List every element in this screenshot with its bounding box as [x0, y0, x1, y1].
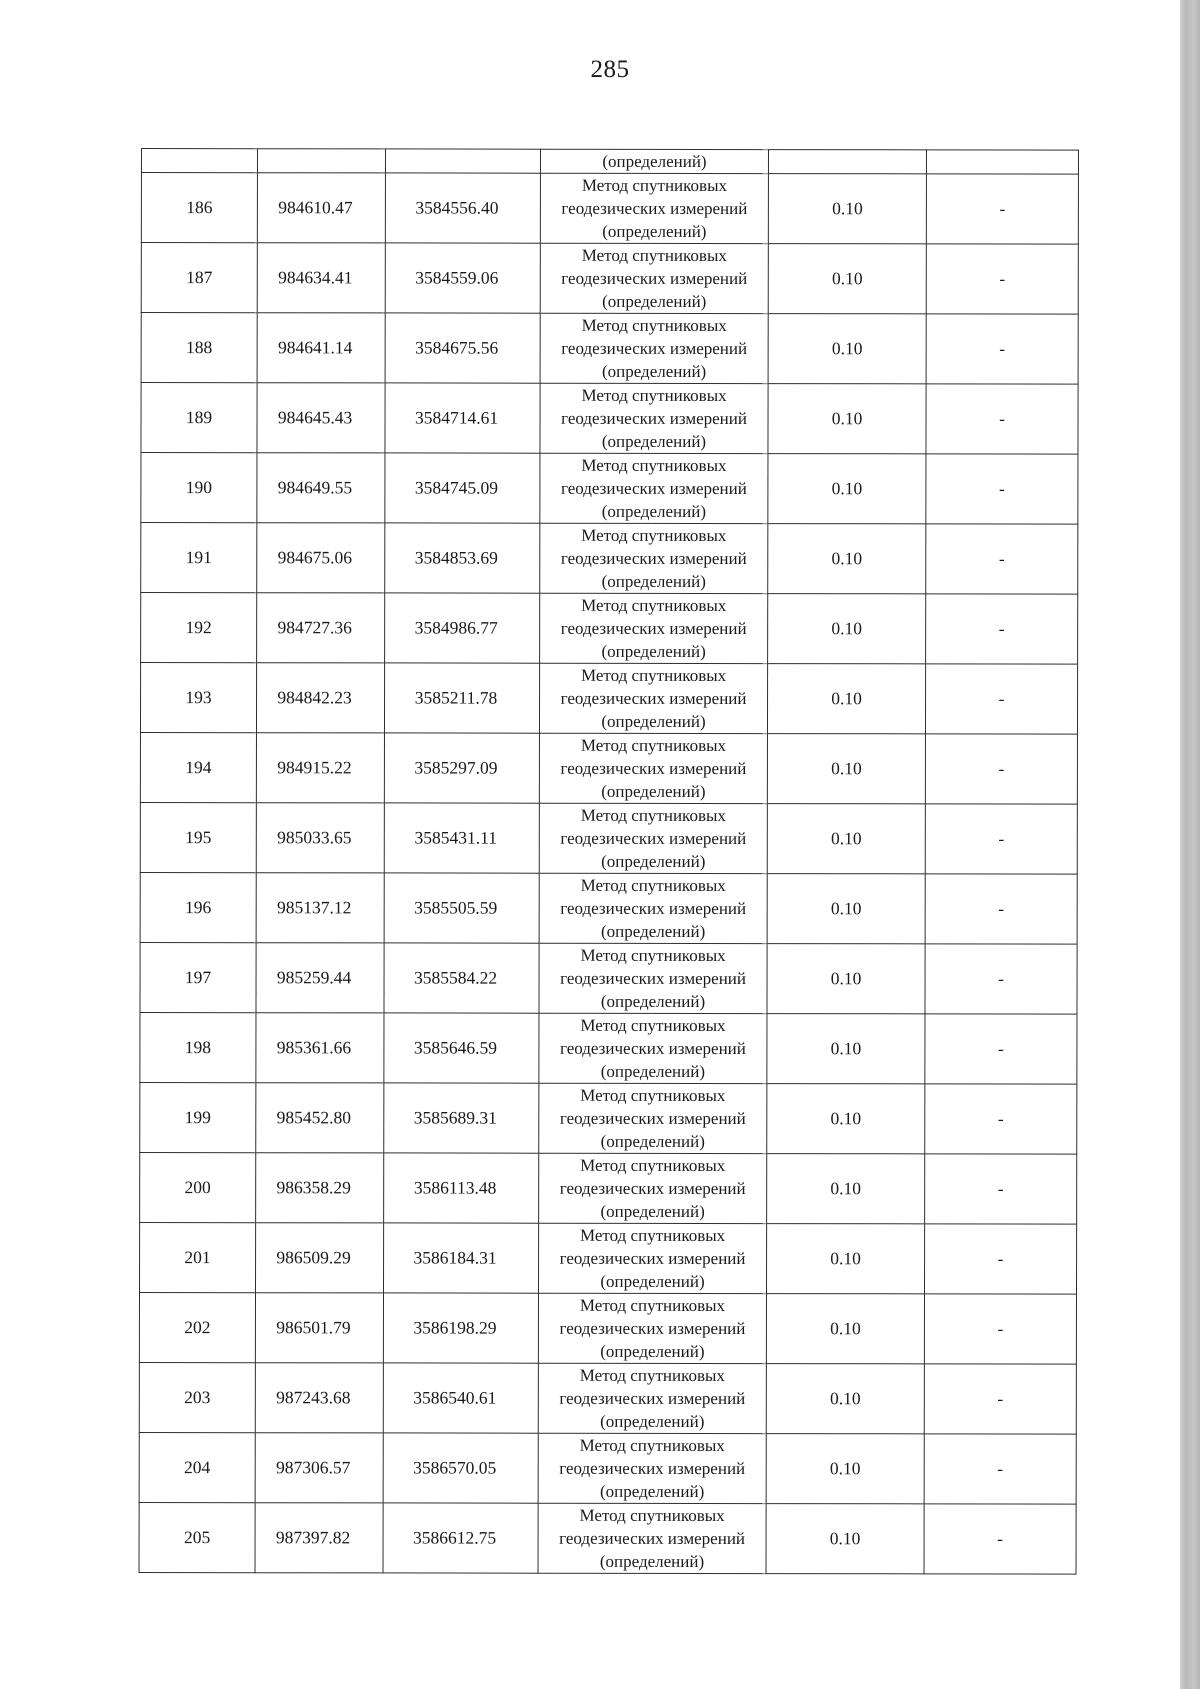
- accuracy-cell: 0.10: [767, 1224, 925, 1294]
- table-row: [139, 1292, 1076, 1364]
- coordinate-y-cell: 3584675.56: [385, 313, 540, 383]
- method-line: Метод спутниковых: [580, 1015, 726, 1036]
- point-number-cell: 203: [139, 1362, 255, 1432]
- method-line: геодезических измерений: [559, 1248, 746, 1269]
- table-row: [140, 1222, 1077, 1294]
- method-line: (определений): [601, 361, 707, 381]
- coordinate-y-cell: 3584986.77: [385, 593, 540, 663]
- table-row: [140, 733, 1077, 805]
- accuracy-cell: 0.10: [768, 454, 926, 524]
- extra-cell: -: [925, 804, 1077, 874]
- method-line: Метод спутниковых: [580, 805, 726, 826]
- accuracy-cell: 0.10: [766, 1294, 924, 1364]
- coordinate-x-cell: 984634.41: [257, 243, 385, 313]
- method-cell: [539, 733, 767, 803]
- coordinate-y-cell: 3585211.78: [384, 663, 539, 733]
- extra-cell: -: [925, 734, 1077, 804]
- table-row: [140, 1152, 1077, 1224]
- method-cell: [540, 523, 768, 593]
- continuation-row: [141, 149, 1078, 175]
- method-line: геодезических измерений: [560, 898, 747, 919]
- accuracy-cell: 0.10: [767, 1084, 925, 1154]
- cell-empty: [926, 150, 1078, 174]
- method-line: геодезических измерений: [559, 1038, 746, 1059]
- method-line: (определений): [601, 711, 706, 731]
- point-number-cell: 194: [140, 733, 256, 803]
- page-number: 285: [590, 56, 630, 83]
- coordinate-x-cell: 984610.47: [257, 173, 385, 243]
- method-line: (определений): [602, 291, 707, 311]
- accuracy-cell: 0.10: [768, 314, 926, 384]
- method-line: Метод спутниковых: [580, 665, 727, 686]
- point-number-cell: 202: [139, 1292, 255, 1362]
- method-line: геодезических измерений: [560, 968, 747, 989]
- point-number-cell: 189: [141, 383, 257, 453]
- point-number-cell: 187: [141, 243, 257, 313]
- coordinate-y-cell: 3585689.31: [384, 1083, 539, 1153]
- coordinate-x-cell: 984675.06: [257, 523, 385, 593]
- method-line: (определений): [600, 1131, 705, 1151]
- coordinate-y-cell: 3586198.29: [383, 1293, 538, 1363]
- table-row: [141, 593, 1078, 665]
- coordinate-y-cell: 3586184.31: [384, 1223, 539, 1293]
- table-row: [141, 453, 1078, 525]
- method-line: геодезических измерений: [561, 198, 748, 219]
- extra-cell: -: [924, 1504, 1076, 1574]
- method-cell: [539, 943, 767, 1013]
- extra-cell: -: [926, 524, 1078, 594]
- extra-cell: -: [926, 384, 1078, 454]
- point-number-cell: 192: [141, 593, 257, 663]
- accuracy-cell: 0.10: [767, 664, 925, 734]
- accuracy-cell: 0.10: [767, 1154, 925, 1224]
- coordinate-x-cell: 985259.44: [256, 943, 384, 1013]
- method-line: Метод спутниковых: [580, 735, 727, 756]
- table-row: [141, 243, 1078, 315]
- point-number-cell: 186: [141, 173, 257, 243]
- method-line: Метод спутниковых: [580, 875, 726, 896]
- table-row: [140, 872, 1077, 944]
- method-cell: [539, 873, 767, 943]
- method-line: (определений): [600, 1411, 705, 1431]
- method-cell: [538, 1503, 766, 1573]
- method-cell: [540, 593, 768, 663]
- method-line: геодезических измерений: [559, 1388, 746, 1409]
- method-line: (определений): [602, 221, 707, 241]
- extra-cell: -: [925, 664, 1077, 734]
- extra-cell: -: [925, 1014, 1077, 1084]
- method-cell: [539, 663, 767, 733]
- method-line: Метод спутниковых: [581, 245, 727, 266]
- method-cell: [539, 1153, 767, 1223]
- coordinates-table: [139, 148, 1079, 1575]
- method-line: Метод спутниковых: [579, 1365, 725, 1386]
- extra-cell: -: [924, 1294, 1076, 1364]
- coordinate-x-cell: 984842.23: [256, 663, 384, 733]
- coordinate-x-cell: 987243.68: [255, 1363, 383, 1433]
- accuracy-cell: 0.10: [767, 874, 925, 944]
- method-line: (определений): [600, 921, 706, 941]
- method-line: (определений): [601, 641, 706, 661]
- method-line: (определений): [599, 1551, 705, 1571]
- method-line: (определений): [601, 781, 706, 801]
- method-continuation-cell: (определений): [540, 149, 768, 173]
- extra-cell: -: [925, 944, 1077, 1014]
- method-line: (определений): [600, 991, 706, 1011]
- accuracy-cell: 0.10: [768, 594, 926, 664]
- coordinate-x-cell: 985361.66: [256, 1013, 384, 1083]
- table-row: [139, 1362, 1076, 1434]
- point-number-cell: 205: [139, 1502, 255, 1572]
- cell-empty: [141, 149, 257, 173]
- extra-cell: -: [926, 314, 1078, 384]
- table-row: [140, 802, 1077, 874]
- method-line: геодезических измерений: [560, 548, 747, 569]
- coordinate-y-cell: 3585297.09: [384, 733, 539, 803]
- table-row: [140, 1012, 1077, 1084]
- point-number-cell: 199: [140, 1082, 256, 1152]
- table-row: [141, 313, 1078, 385]
- coordinate-y-cell: 3585431.11: [384, 803, 539, 873]
- coordinate-y-cell: 3584556.40: [385, 173, 540, 243]
- method-line: Метод спутниковых: [579, 1435, 725, 1456]
- coordinate-x-cell: 985452.80: [256, 1083, 384, 1153]
- table-row: [141, 383, 1078, 455]
- method-line: геодезических измерений: [560, 828, 747, 849]
- coordinate-y-cell: 3584559.06: [385, 243, 540, 313]
- method-cell: [539, 1013, 767, 1083]
- coordinates-table-body: [139, 149, 1078, 1575]
- method-line: геодезических измерений: [561, 268, 748, 289]
- method-line: Метод спутниковых: [581, 525, 727, 546]
- point-number-cell: 204: [139, 1432, 255, 1502]
- coordinate-y-cell: 3584745.09: [385, 453, 540, 523]
- method-line: геодезических измерений: [561, 408, 747, 429]
- extra-cell: -: [925, 1154, 1077, 1224]
- point-number-cell: 193: [140, 663, 256, 733]
- extra-cell: -: [926, 174, 1078, 244]
- method-line: (определений): [600, 1201, 705, 1221]
- point-number-cell: 200: [140, 1152, 256, 1222]
- coordinate-y-cell: 3584714.61: [385, 383, 540, 453]
- table-row: [140, 942, 1077, 1014]
- accuracy-cell: 0.10: [767, 1014, 925, 1084]
- coordinate-x-cell: 984649.55: [257, 453, 385, 523]
- accuracy-cell: 0.10: [767, 804, 925, 874]
- coordinate-x-cell: 985033.65: [256, 803, 384, 873]
- extra-cell: -: [926, 594, 1078, 664]
- method-line: Метод спутниковых: [581, 315, 727, 336]
- accuracy-cell: 0.10: [768, 174, 926, 244]
- accuracy-cell: 0.10: [767, 734, 925, 804]
- method-line: (определений): [601, 851, 706, 871]
- coordinate-y-cell: 3585584.22: [384, 943, 539, 1013]
- coordinate-x-cell: 984915.22: [256, 733, 384, 803]
- method-line: геодезических измерений: [561, 338, 748, 359]
- coordinate-y-cell: 3586540.61: [383, 1363, 538, 1433]
- coordinate-x-cell: 985137.12: [256, 873, 384, 943]
- accuracy-cell: 0.10: [768, 524, 926, 594]
- coordinate-y-cell: 3585505.59: [384, 873, 539, 943]
- method-cell: [538, 1433, 766, 1503]
- point-number-cell: 198: [140, 1012, 256, 1082]
- table-row: [140, 1082, 1077, 1154]
- accuracy-cell: 0.10: [768, 384, 926, 454]
- extra-cell: -: [926, 244, 1078, 314]
- cell-empty: [257, 149, 385, 173]
- coordinate-x-cell: 984641.14: [257, 313, 385, 383]
- method-line: Метод спутниковых: [581, 385, 727, 406]
- accuracy-cell: 0.10: [766, 1364, 924, 1434]
- accuracy-cell: 0.10: [768, 244, 926, 314]
- cell-empty: [768, 150, 926, 174]
- method-line: геодезических измерений: [559, 1528, 746, 1549]
- method-cell: [539, 803, 767, 873]
- extra-cell: -: [925, 1084, 1077, 1154]
- table-row: [140, 663, 1077, 735]
- point-number-cell: 188: [141, 313, 257, 383]
- coordinate-x-cell: 987306.57: [255, 1433, 383, 1503]
- method-line: геодезических измерений: [560, 618, 747, 639]
- method-cell: [540, 243, 768, 313]
- method-line: геодезических измерений: [560, 688, 747, 709]
- method-line: Метод спутниковых: [580, 1155, 726, 1176]
- extra-cell: -: [925, 1224, 1077, 1294]
- coordinate-x-cell: 986358.29: [256, 1153, 384, 1223]
- method-line: (определений): [599, 1481, 705, 1501]
- extra-cell: -: [926, 454, 1078, 524]
- method-cell: [540, 313, 768, 383]
- method-cell: [540, 383, 768, 453]
- point-number-cell: 191: [141, 523, 257, 593]
- scan-edge-shadow: [1180, 0, 1200, 1689]
- method-line: Метод спутниковых: [579, 1295, 726, 1316]
- coordinate-x-cell: 984645.43: [257, 383, 385, 453]
- table-row: [139, 1502, 1076, 1574]
- method-line: геодезических измерений: [560, 758, 747, 779]
- method-line: Метод спутниковых: [581, 175, 728, 196]
- method-line: (определений): [600, 1271, 705, 1291]
- method-line: Метод спутниковых: [581, 455, 727, 476]
- method-line: геодезических измерений: [559, 1108, 746, 1129]
- coordinate-y-cell: 3586113.48: [384, 1153, 539, 1223]
- method-line: Метод спутниковых: [579, 1225, 726, 1246]
- coordinate-x-cell: 987397.82: [255, 1503, 383, 1573]
- point-number-cell: 201: [140, 1222, 256, 1292]
- point-number-cell: 190: [141, 453, 257, 523]
- accuracy-cell: 0.10: [766, 1434, 924, 1504]
- point-number-cell: 195: [140, 802, 256, 872]
- method-line: Метод спутниковых: [580, 945, 726, 966]
- point-number-cell: 197: [140, 942, 256, 1012]
- extra-cell: -: [924, 1434, 1076, 1504]
- method-line: (определений): [601, 501, 707, 521]
- method-line: геодезических измерений: [560, 478, 747, 499]
- cell-empty: [385, 149, 540, 173]
- accuracy-cell: 0.10: [767, 944, 925, 1014]
- point-number-cell: 196: [140, 872, 256, 942]
- method-cell: [540, 453, 768, 523]
- table-row: [139, 1432, 1076, 1504]
- method-line: Метод спутниковых: [580, 1085, 726, 1106]
- method-cell: [539, 1083, 767, 1153]
- method-cell: [540, 173, 768, 243]
- coordinate-x-cell: 986501.79: [255, 1293, 383, 1363]
- method-line: геодезических измерений: [559, 1458, 746, 1479]
- coordinate-y-cell: 3584853.69: [385, 523, 540, 593]
- extra-cell: -: [924, 1364, 1076, 1434]
- method-line: Метод спутниковых: [581, 595, 727, 616]
- table-row: [141, 523, 1078, 595]
- coordinate-y-cell: 3586570.05: [383, 1433, 538, 1503]
- method-line: геодезических измерений: [559, 1318, 746, 1339]
- method-line: (определений): [601, 431, 707, 451]
- method-line: (определений): [600, 1341, 705, 1361]
- method-line: (определений): [601, 571, 706, 591]
- extra-cell: -: [925, 874, 1077, 944]
- accuracy-cell: 0.10: [766, 1504, 924, 1574]
- method-line: (определений): [600, 1061, 706, 1081]
- table-row: [141, 173, 1078, 245]
- method-cell: [538, 1363, 766, 1433]
- coordinate-y-cell: 3586612.75: [383, 1503, 538, 1573]
- coordinate-x-cell: 984727.36: [257, 593, 385, 663]
- method-cell: [539, 1223, 767, 1293]
- method-cell: [538, 1293, 766, 1363]
- method-line: геодезических измерений: [559, 1178, 746, 1199]
- coordinate-y-cell: 3585646.59: [384, 1013, 539, 1083]
- method-line: Метод спутниковых: [579, 1505, 725, 1526]
- coordinate-x-cell: 986509.29: [256, 1223, 384, 1293]
